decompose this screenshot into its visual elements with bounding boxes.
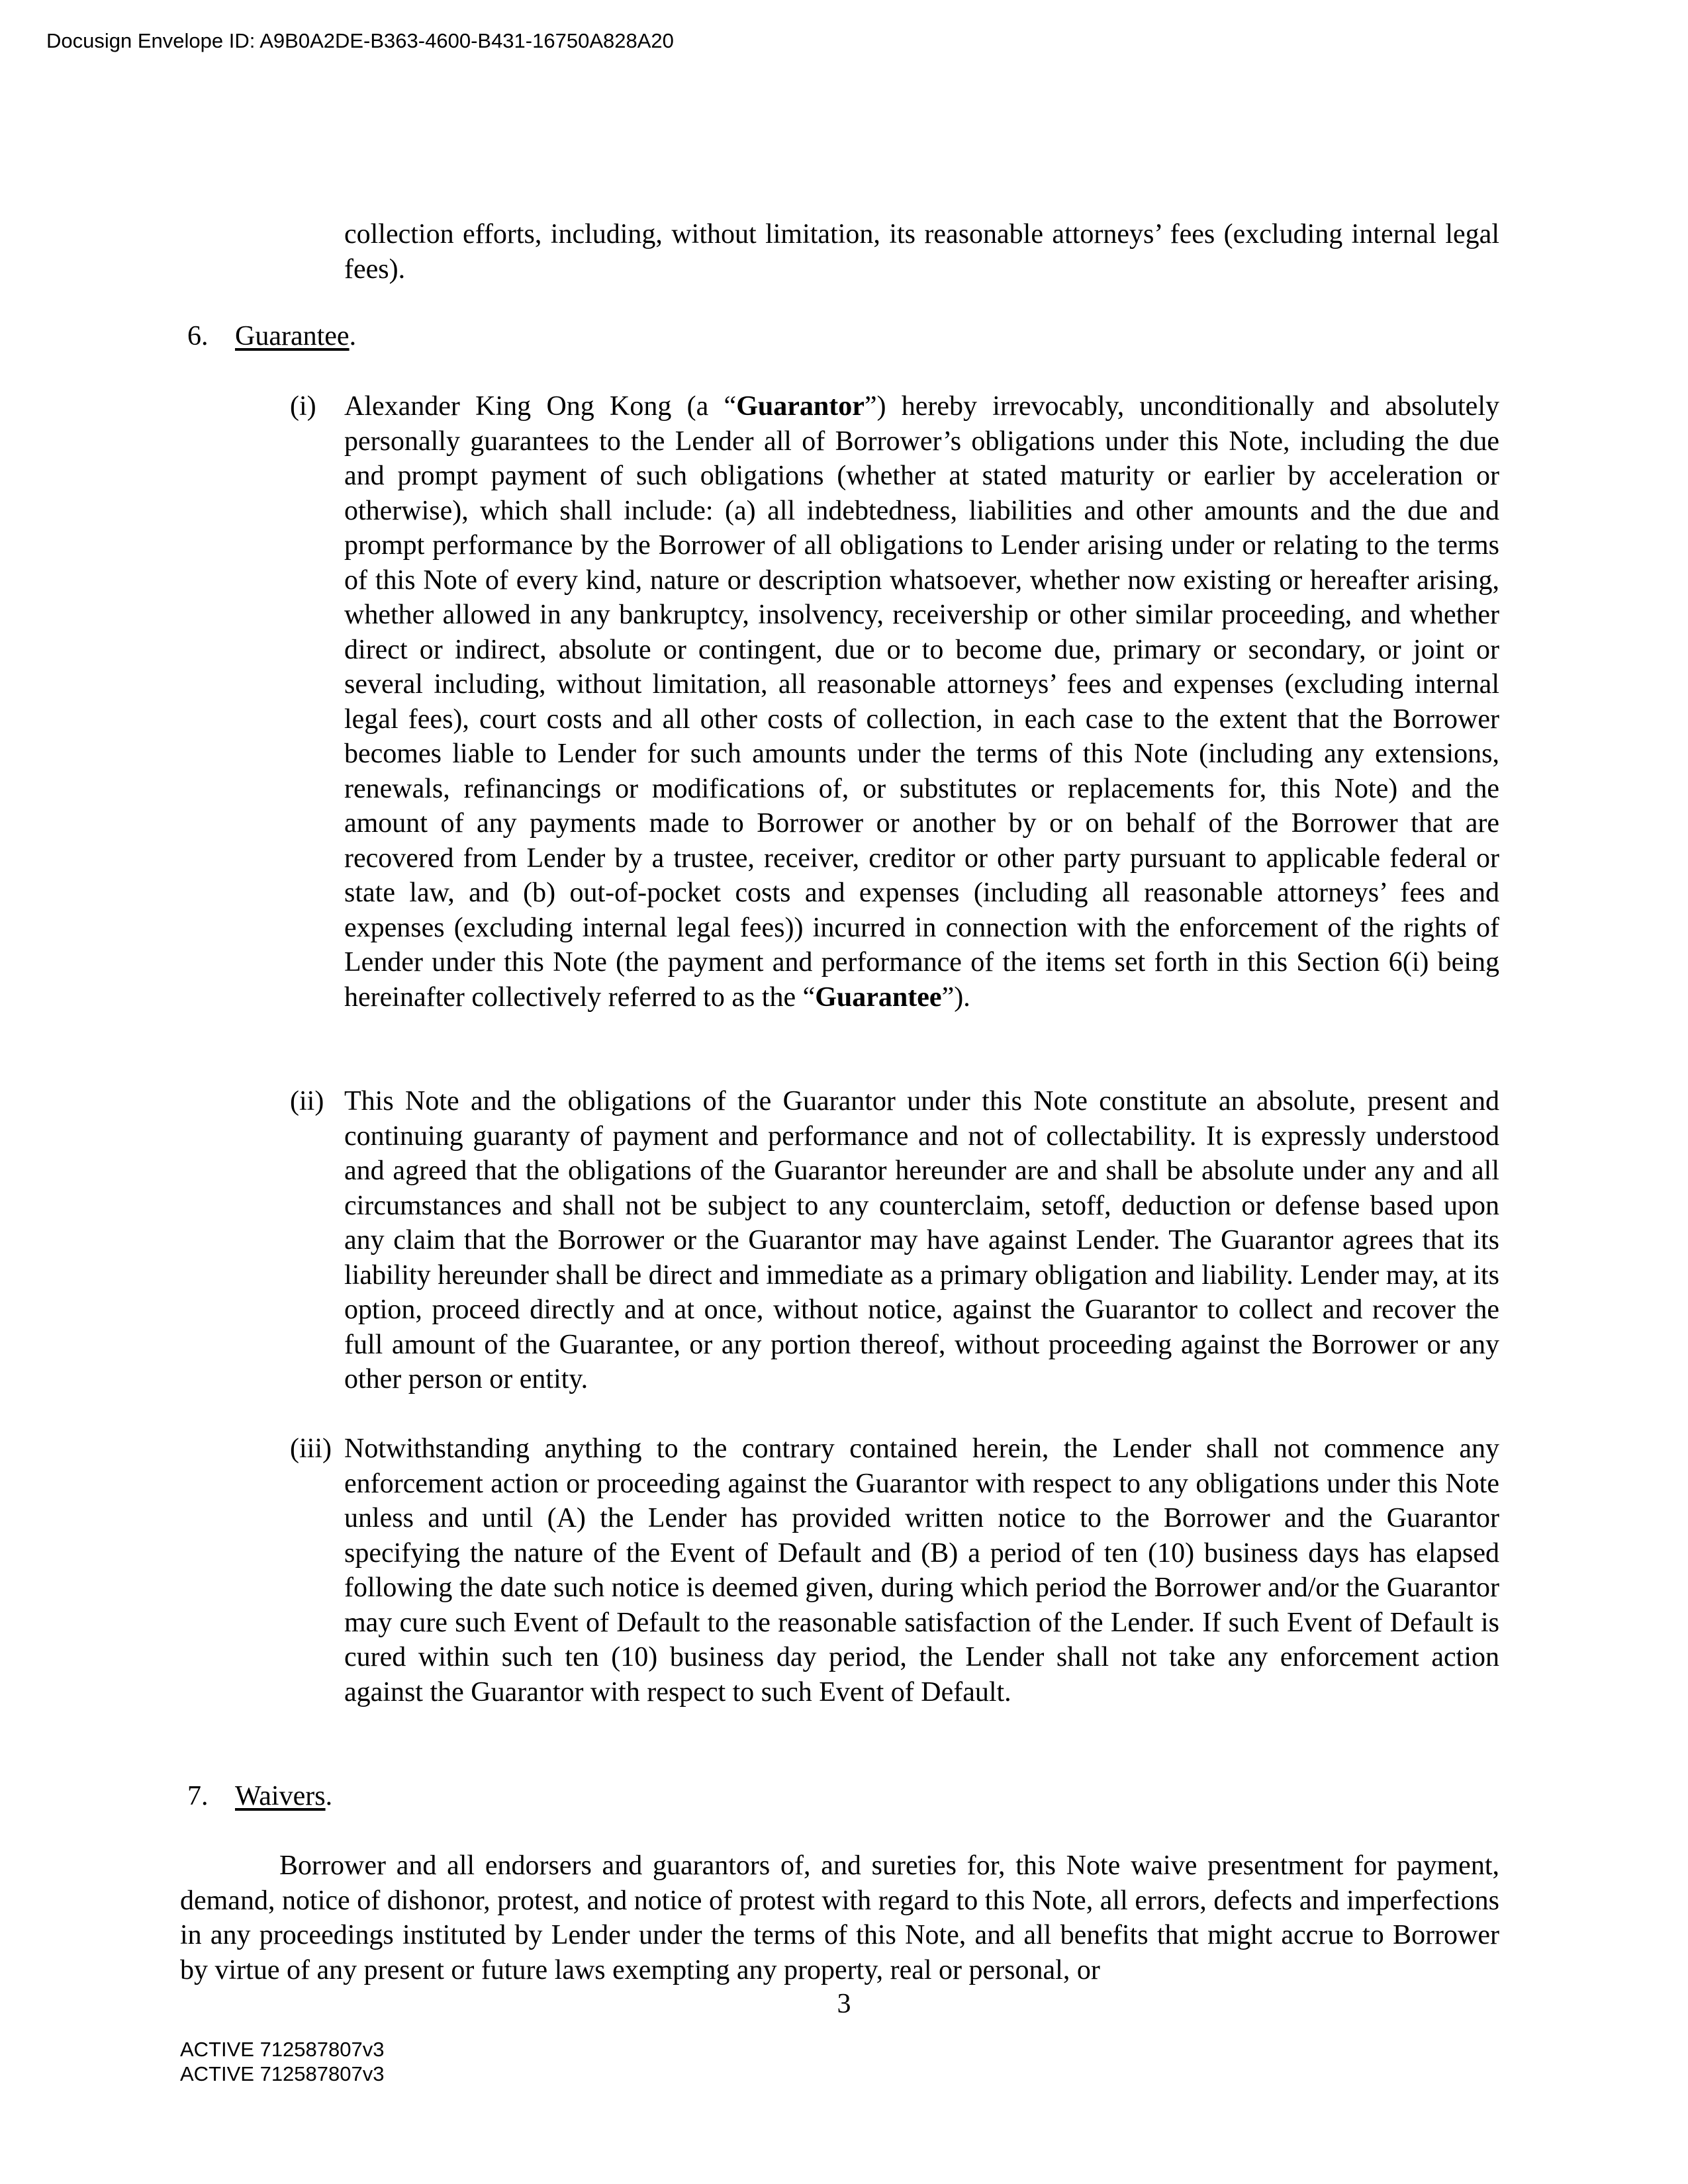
page-number: 3 <box>837 1989 851 2019</box>
footer-doc-id: ACTIVE 712587807v3 <box>180 2038 385 2061</box>
subsection-marker: (ii) <box>290 1086 324 1116</box>
defined-term-guarantor: Guarantor <box>736 391 865 422</box>
text-run: ”) hereby irrevocably, unconditionally and absolutely personally guarantees to the Lender all of Borrower’s obligations under this Note, including the due and prompt payment of such obligations (whether at stated maturity or earlier by acceleration or otherwise), which shall include: (a) all indebtedness, liabilities and other amounts and the due and prompt performance by the Borrower of all obligations to Lender arising under or relating to the terms of this Note of every kind, nature or description whatsoever, whether now existing or hereafter arising, whether allowed in any bankruptcy, insolvency, receivership or other similar proceeding, and whether direct or indirect, absolute or contingent, due or to become due, primary or secondary, or joint or several including, without limitation, all reasonable attorneys’ fees and expenses (excluding internal legal fees), court costs and all other costs of collection, in each case to the extent that the Borrower becomes liable to Lender for such amounts under the terms of this Note (including any extensions, renewals, refinancings or modifications of, or substitutes or replacements for, this Note) and the amount of any payments made to Borrower or another by or on behalf of the Borrower that are recovered from Lender by a trustee, receiver, creditor or other party pursuant to applicable federal or state law, and (b) out-of-pocket costs and expenses (including all reasonable attorneys’ fees and expenses (excluding internal legal fees)) incurred in connection with the enforcement of the rights of Lender under this Note (the payment and performance of the items set forth in this Section 6(i) being hereinafter collectively referred to as the “ <box>344 391 1499 1013</box>
section-title: Waivers <box>235 1781 326 1811</box>
section-title-wrap <box>235 319 356 354</box>
docusign-envelope-id: Docusign Envelope ID: A9B0A2DE-B363-4600-B431-16750A828A20 <box>46 29 674 52</box>
continuation-paragraph: collection efforts, including, without limitation, its reasonable attorneys’ fees (excluding internal legal fees). <box>344 219 1499 285</box>
footer-doc-id: ACTIVE 712587807v3 <box>180 2062 385 2085</box>
document-footer <box>180 2037 385 2086</box>
section-title: Guarantee <box>235 321 350 351</box>
section-number: 7. <box>187 1781 209 1811</box>
subsection-marker: (i) <box>290 391 316 422</box>
defined-term-guarantee: Guarantee <box>815 981 942 1013</box>
text-run: Alexander King Ong Kong (a “ <box>344 391 737 422</box>
subsection-i-body <box>344 389 1499 1015</box>
subsection-iii-body: Notwithstanding anything to the contrary contained herein, the Lender shall not commence any enforcement action or proceeding against the Guarantor with respect to any obligations under this Note unless and until (A) the Lender has provided written notice to the Borrower and the Guarantor specifying the nature of the Event of Default and (B) a period of ten (10) business days has elapsed following the date such notice is deemed given, during which period the Borrower and/or the Guarantor may cure such Event of Default to the reasonable satisfaction of the Lender. If such Event of Default is cured within such ten (10) business day period, the Lender shall not take any enforcement action against the Guarantor with respect to such Event of Default. <box>344 1433 1499 1707</box>
section-number: 6. <box>187 321 209 351</box>
section-title-period: . <box>325 1781 333 1811</box>
section-title-wrap <box>235 1779 332 1814</box>
subsection-ii-body: This Note and the obligations of the Guarantor under this Note constitute an absolute, present and continuing guaranty of payment and performance and not of collectability. It is expressly understood and agreed that the obligations of the Guarantor hereunder are and shall be absolute under any and all circumstances and shall not be subject to any counterclaim, setoff, deduction or defense based upon any claim that the Borrower or the Guarantor may have against Lender. The Guarantor agrees that its liability hereunder shall be direct and immediate as a primary obligation and liability. Lender may, at its option, proceed directly and at once, without notice, against the Guarantor to collect and recover the full amount of the Guarantee, or any portion thereof, without proceeding against the Borrower or any other person or entity. <box>344 1086 1499 1394</box>
section-title-period: . <box>349 321 357 351</box>
text-run: ”). <box>941 981 970 1013</box>
subsection-marker: (iii) <box>290 1433 332 1464</box>
waivers-paragraph: Borrower and all endorsers and guarantors of, and sureties for, this Note waive presentment for payment, demand, notice of dishonor, protest, and notice of protest with regard to this Note, all errors, defects and imperfections in any proceedings instituted by Lender under the terms of this Note, and all benefits that might accrue to Borrower by virtue of any present or future laws exempting any property, real or personal, or <box>180 1850 1499 1985</box>
